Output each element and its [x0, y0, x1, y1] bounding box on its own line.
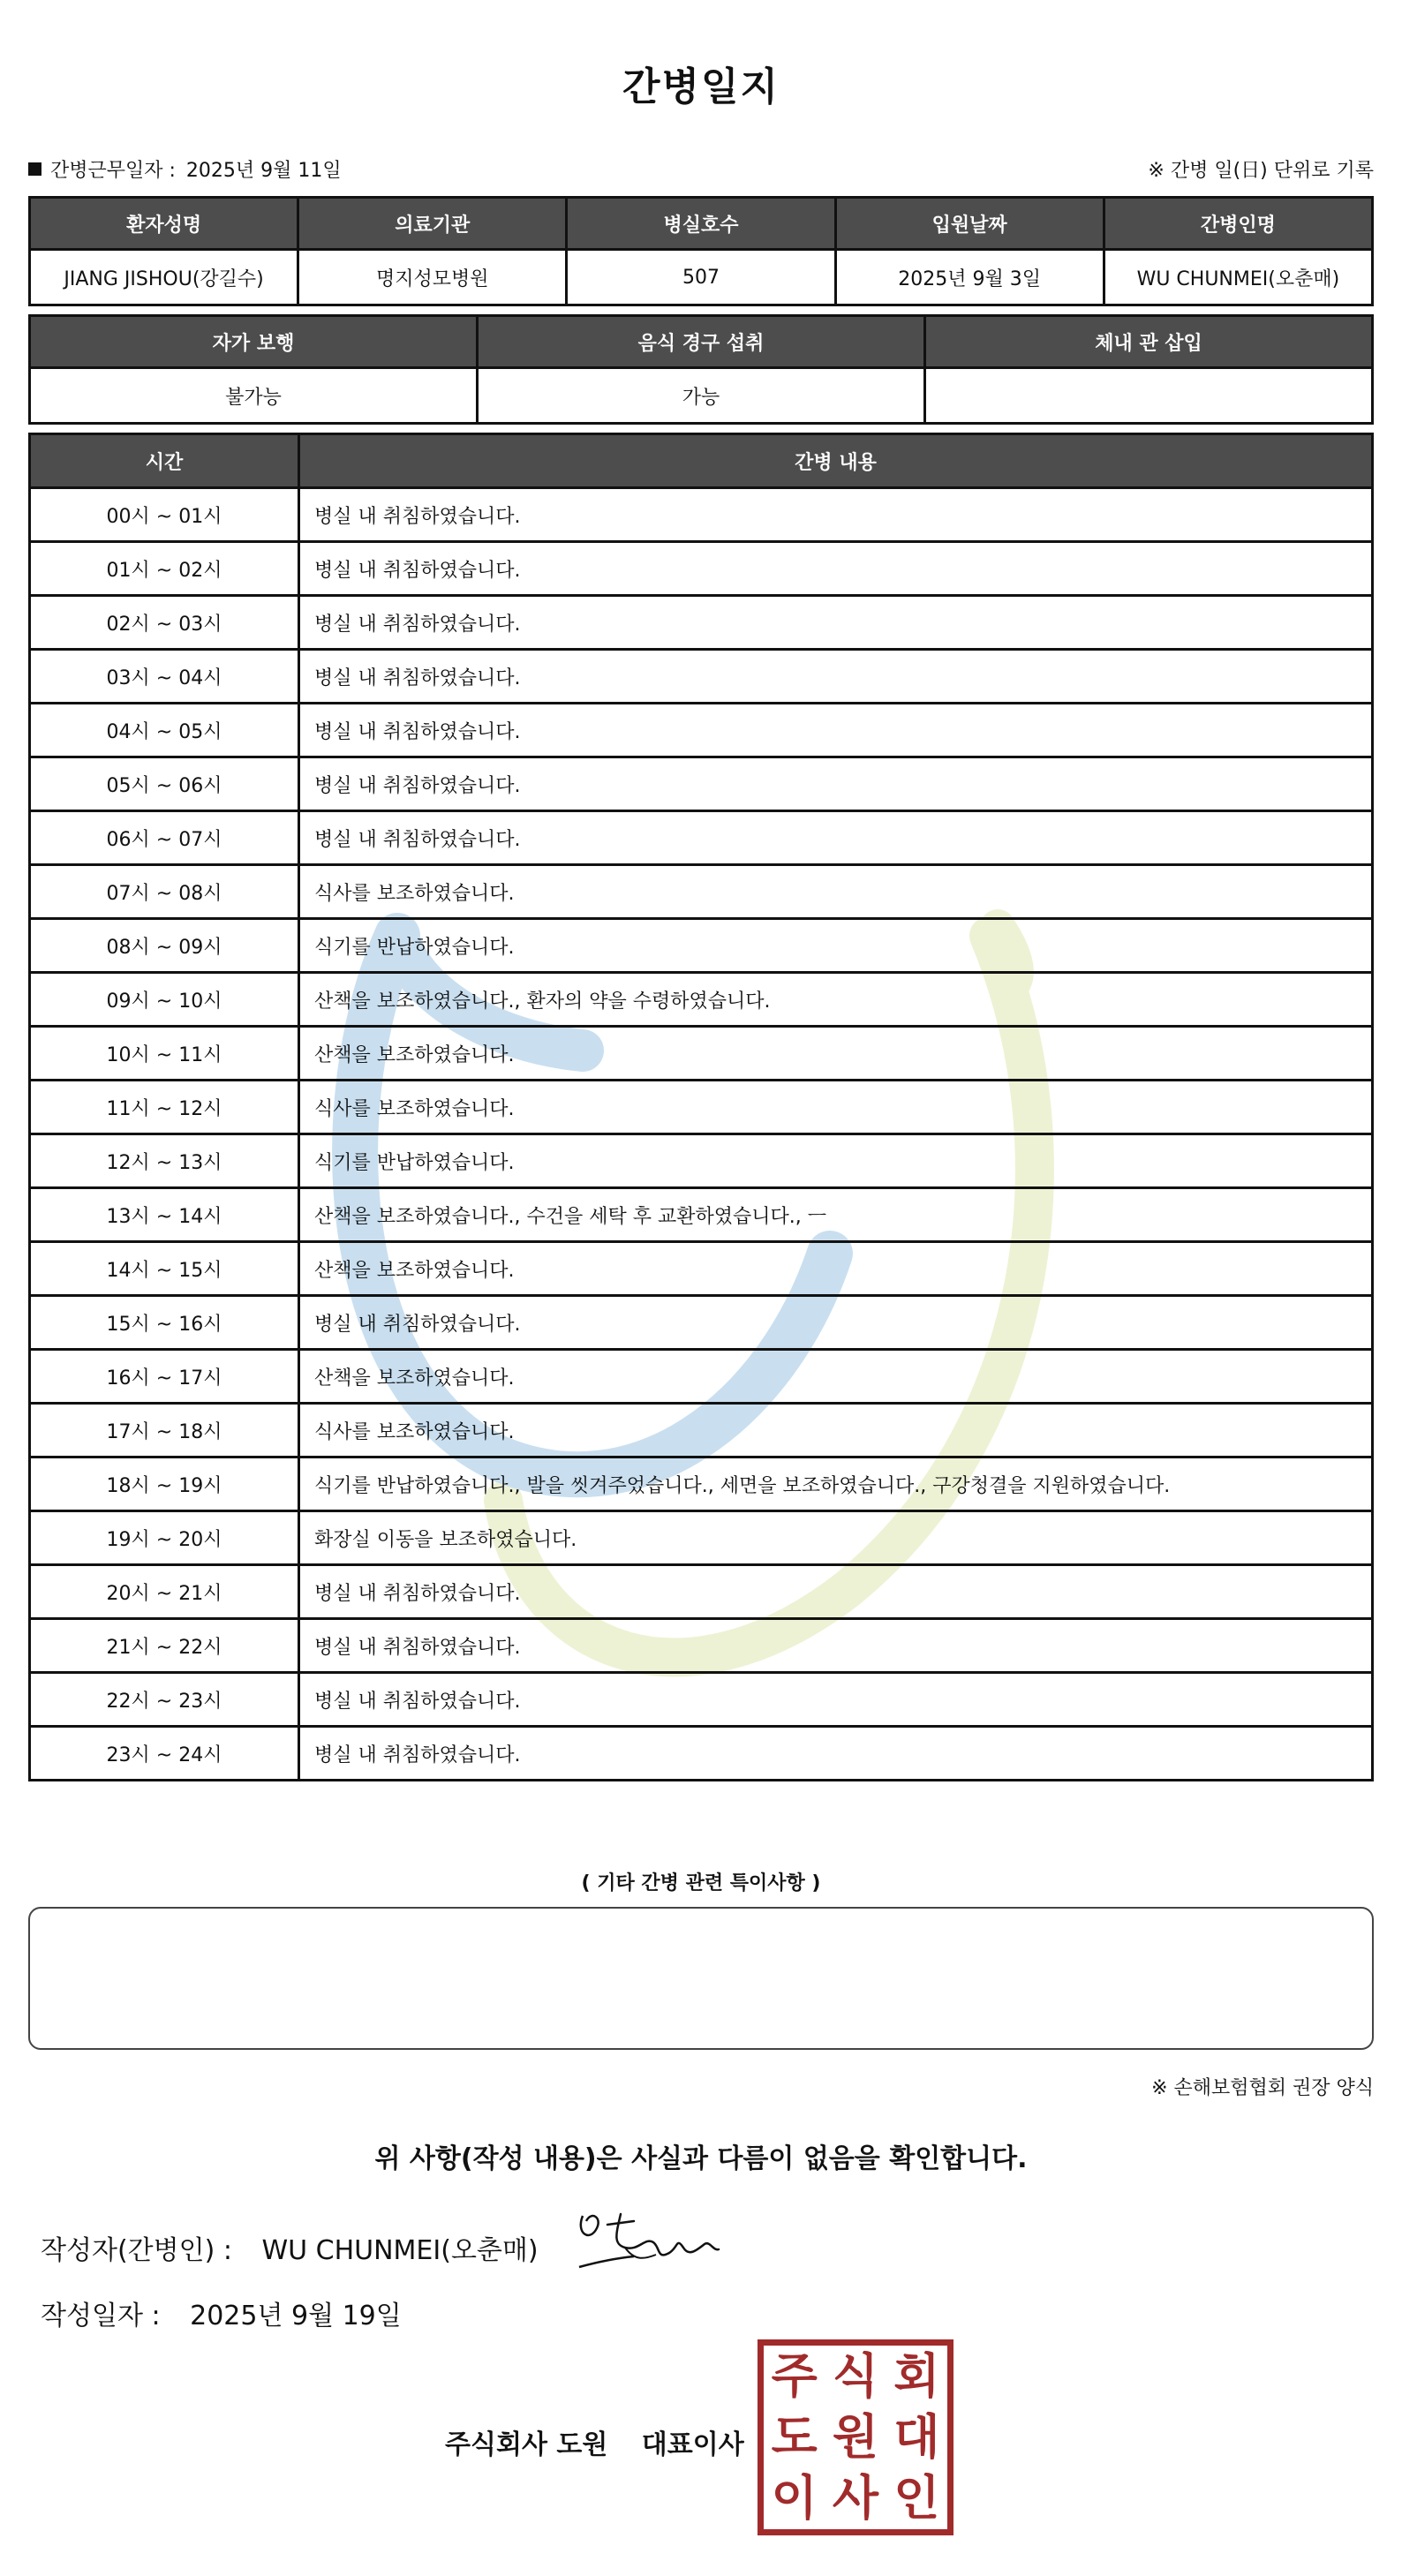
log-time: 16시 ~ 17시 — [30, 1350, 299, 1404]
seal-char: 식 — [832, 2347, 879, 2404]
log-time: 02시 ~ 03시 — [30, 596, 299, 650]
log-content: 병실 내 취침하였습니다. — [299, 650, 1373, 704]
log-content: 산책을 보조하였습니다., 환자의 약을 수령하였습니다. — [299, 973, 1373, 1027]
table-row — [30, 1350, 1373, 1404]
header-caregiver: 간병인명 — [1104, 198, 1372, 250]
tube-status — [925, 368, 1373, 424]
log-content: 식사를 보조하였습니다. — [299, 1081, 1373, 1134]
log-time: 03시 ~ 04시 — [30, 650, 299, 704]
log-time: 21시 ~ 22시 — [30, 1619, 299, 1673]
log-time: 17시 ~ 18시 — [30, 1404, 299, 1457]
header-tube: 체내 관 삽입 — [925, 316, 1373, 368]
table-row — [30, 1296, 1373, 1350]
log-time: 23시 ~ 24시 — [30, 1727, 299, 1781]
work-date — [28, 155, 342, 183]
meta-row — [28, 155, 1374, 184]
company-row — [445, 2422, 744, 2461]
table-row — [30, 1134, 1373, 1188]
log-content: 병실 내 취침하였습니다. — [299, 704, 1373, 757]
log-time: 15시 ~ 16시 — [30, 1296, 299, 1350]
log-time: 00시 ~ 01시 — [30, 488, 299, 542]
author-value: WU CHUNMEI(오춘매) — [261, 2235, 539, 2266]
seal-char: 사 — [832, 2470, 879, 2527]
header-room: 병실호수 — [567, 198, 835, 250]
log-time: 08시 ~ 09시 — [30, 919, 299, 973]
seal-char: 인 — [893, 2470, 940, 2527]
log-content: 화장실 이동을 보조하였습니다. — [299, 1511, 1373, 1565]
log-content: 식사를 보조하였습니다. — [299, 865, 1373, 919]
table-row — [30, 1727, 1373, 1781]
log-time: 10시 ~ 11시 — [30, 1027, 299, 1081]
log-content: 식사를 보조하였습니다. — [299, 1404, 1373, 1457]
table-row — [30, 1565, 1373, 1619]
header-patient-name: 환자성명 — [30, 198, 298, 250]
oral-intake-status: 가능 — [478, 368, 925, 424]
header-oral-intake: 음식 경구 섭취 — [478, 316, 925, 368]
seal-char: 대 — [893, 2408, 940, 2465]
signature — [572, 2198, 722, 2295]
log-time: 04시 ~ 05시 — [30, 704, 299, 757]
log-content: 병실 내 취침하였습니다. — [299, 1619, 1373, 1673]
hospital: 명지성모병원 — [298, 250, 567, 305]
notes-label: ( 기타 간병 관련 특이사항 ) — [581, 1872, 821, 1894]
log-time: 09시 ~ 10시 — [30, 973, 299, 1027]
log-time: 05시 ~ 06시 — [30, 757, 299, 811]
log-content: 식기를 반납하였습니다., 발을 씻겨주었습니다., 세면을 보조하였습니다., 구강청결을 지원하였습니다. — [299, 1457, 1373, 1511]
written-date-row — [41, 2294, 402, 2332]
admission-date: 2025년 9월 3일 — [835, 250, 1104, 305]
company-name: 주식회사 도원 — [445, 2429, 608, 2460]
header-time: 시간 — [30, 434, 299, 488]
log-time: 07시 ~ 08시 — [30, 865, 299, 919]
log-content: 산책을 보조하였습니다. — [299, 1027, 1373, 1081]
table-row — [30, 1673, 1373, 1727]
log-time: 13시 ~ 14시 — [30, 1188, 299, 1242]
table-row — [30, 650, 1373, 704]
caregiver-name: WU CHUNMEI(오춘매) — [1104, 250, 1372, 305]
log-content: 병실 내 취침하였습니다. — [299, 488, 1373, 542]
table-row — [30, 704, 1373, 757]
header-hospital: 의료기관 — [298, 198, 567, 250]
log-content: 식기를 반납하였습니다. — [299, 919, 1373, 973]
table-row — [30, 1511, 1373, 1565]
log-content: 병실 내 취침하였습니다. — [299, 757, 1373, 811]
seal-char: 도 — [771, 2408, 818, 2465]
work-date-label: 간병근무일자 : — [50, 160, 176, 182]
header-care-content: 간병 내용 — [299, 434, 1373, 488]
table-row — [30, 1188, 1373, 1242]
bullet-square-icon — [28, 162, 41, 176]
company-rep: 대표이사 — [641, 2429, 744, 2460]
header-walking: 자가 보행 — [30, 316, 478, 368]
notes-box — [28, 1907, 1374, 2050]
log-content: 병실 내 취침하였습니다. — [299, 1296, 1373, 1350]
log-time: 12시 ~ 13시 — [30, 1134, 299, 1188]
header-admission-date: 입원날짜 — [835, 198, 1104, 250]
table-row — [30, 1619, 1373, 1673]
care-log-table — [28, 433, 1374, 1781]
written-date-value: 2025년 9월 19일 — [190, 2301, 402, 2331]
log-content: 산책을 보조하였습니다., 수건을 세탁 후 교환하였습니다., ㅡ — [299, 1188, 1373, 1242]
log-time: 22시 ~ 23시 — [30, 1673, 299, 1727]
log-time: 06시 ~ 07시 — [30, 811, 299, 865]
log-content: 병실 내 취침하였습니다. — [299, 1727, 1373, 1781]
log-content: 병실 내 취침하였습니다. — [299, 542, 1373, 596]
log-time: 18시 ~ 19시 — [30, 1457, 299, 1511]
seal-char: 주 — [771, 2347, 818, 2404]
patient-info-table — [28, 196, 1374, 306]
patient-name: JIANG JISHOU(강길수) — [30, 250, 298, 305]
seal-char: 원 — [832, 2408, 879, 2465]
log-time: 20시 ~ 21시 — [30, 1565, 299, 1619]
log-content: 병실 내 취침하였습니다. — [299, 811, 1373, 865]
log-content: 산책을 보조하였습니다. — [299, 1350, 1373, 1404]
patient-status-table — [28, 314, 1374, 425]
log-time: 19시 ~ 20시 — [30, 1511, 299, 1565]
table-row — [30, 1404, 1373, 1457]
walking-status: 불가능 — [30, 368, 478, 424]
document-title: 간병일지 — [622, 64, 780, 109]
log-time: 11시 ~ 12시 — [30, 1081, 299, 1134]
record-unit-note: ※ 간병 일(日) 단위로 기록 — [1148, 160, 1374, 182]
log-content: 병실 내 취침하였습니다. — [299, 1673, 1373, 1727]
room-number: 507 — [567, 250, 835, 305]
table-row — [30, 596, 1373, 650]
table-row — [30, 919, 1373, 973]
confirm-statement: 위 사항(작성 내용)은 사실과 다름이 없음을 확인합니다. — [374, 2143, 1028, 2174]
log-content: 식기를 반납하였습니다. — [299, 1134, 1373, 1188]
log-time: 01시 ~ 02시 — [30, 542, 299, 596]
log-content: 병실 내 취침하였습니다. — [299, 596, 1373, 650]
table-row — [30, 757, 1373, 811]
table-row — [30, 1242, 1373, 1296]
seal-char: 회 — [893, 2347, 940, 2404]
log-content: 병실 내 취침하였습니다. — [299, 1565, 1373, 1619]
author-row — [41, 2228, 539, 2267]
table-row — [30, 1457, 1373, 1511]
table-row — [30, 1081, 1373, 1134]
table-row — [30, 488, 1373, 542]
care-log-body — [30, 488, 1373, 1781]
company-seal — [758, 2339, 954, 2535]
log-time: 14시 ~ 15시 — [30, 1242, 299, 1296]
table-row — [30, 1027, 1373, 1081]
table-row — [30, 811, 1373, 865]
log-content: 산책을 보조하였습니다. — [299, 1242, 1373, 1296]
written-date-label: 작성일자 : — [41, 2301, 161, 2331]
seal-char: 이 — [771, 2470, 818, 2527]
author-label: 작성자(간병인) : — [41, 2235, 232, 2266]
table-row — [30, 973, 1373, 1027]
form-note: ※ 손해보험협회 권장 양식 — [1151, 2077, 1374, 2099]
work-date-value: 2025년 9월 11일 — [185, 160, 342, 182]
table-row — [30, 542, 1373, 596]
table-row — [30, 865, 1373, 919]
